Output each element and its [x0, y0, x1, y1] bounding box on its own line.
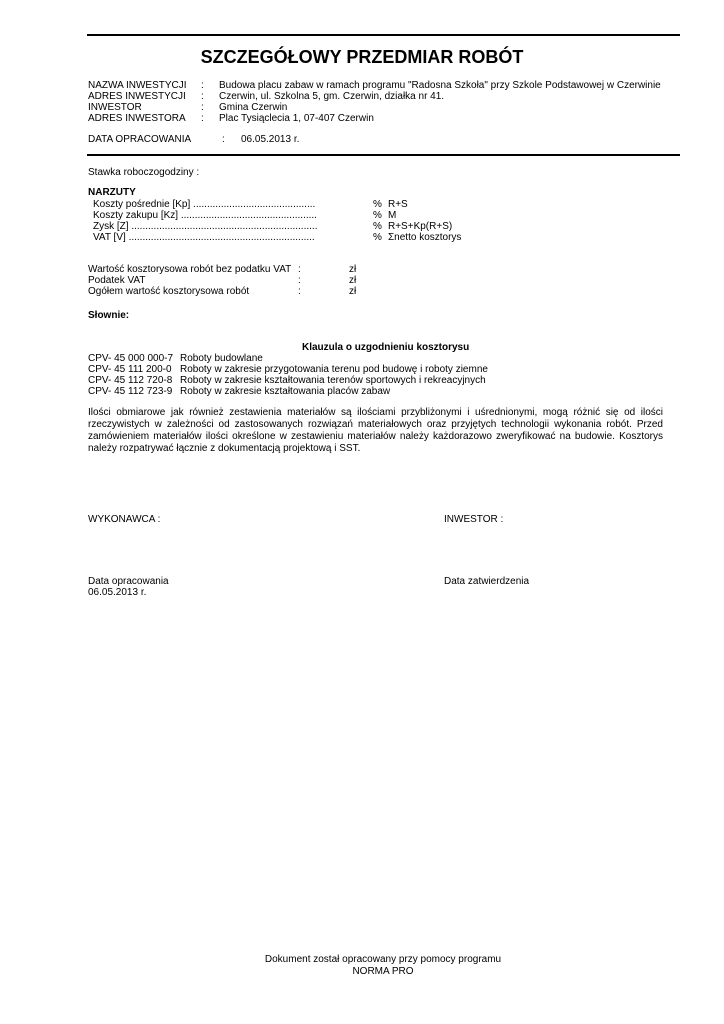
narzut-base: M — [388, 210, 397, 221]
cpv-desc: Roboty w zakresie przygotowania terenu pod budowę i roboty ziemne — [180, 364, 488, 375]
narzut-label: Koszty pośrednie [Kp] ............................................ — [93, 199, 316, 210]
header-label-investor: INWESTOR — [88, 102, 142, 113]
date-label: DATA OPRACOWANIA — [88, 134, 192, 145]
value-label: Ogółem wartość kosztorysowa robót — [88, 286, 250, 297]
footer-line-2: NORMA PRO — [352, 966, 414, 977]
contractor-label: WYKONAWCA : — [88, 514, 161, 525]
header-sep-address: : — [201, 91, 204, 102]
narzut-pct: % — [373, 210, 382, 221]
value-sep: : — [298, 286, 301, 297]
footer-line-1: Dokument został opracowany przy pomocy programu — [264, 954, 502, 965]
value-label: Wartość kosztorysowa robót bez podatku VAT — [88, 264, 292, 275]
document-title: SZCZEGÓŁOWY PRZEDMIAR ROBÓT — [200, 47, 524, 67]
narzut-base: Σnetto kosztorys — [388, 232, 462, 243]
cpv-desc: Roboty w zakresie kształtowania terenów sportowych i rekreacyjnych — [180, 375, 486, 386]
prep-date-value: 06.05.2013 r. — [88, 587, 147, 598]
narzuty-heading: NARZUTY — [88, 187, 136, 198]
narzut-label: Koszty zakupu [Kz] ................................................. — [93, 210, 317, 221]
date-value: 06.05.2013 r. — [241, 134, 300, 145]
prep-date-label: Data opracowania — [88, 576, 169, 587]
header-sep-project: : — [201, 80, 204, 91]
narzut-base: R+S — [388, 199, 408, 210]
top-rule — [87, 34, 680, 36]
clause-heading: Klauzula o uzgodnieniu kosztorysu — [302, 342, 470, 353]
approval-date-label: Data zatwierdzenia — [444, 576, 530, 587]
cpv-code: CPV- 45 112 723-9 — [88, 386, 173, 397]
narzut-pct: % — [373, 221, 382, 232]
clause-paragraph: Ilości obmiarowe jak również zestawienia materiałów są ilościami przybliżonymi i uśrednionymi, mogą różnić się od ilości rzeczywistych w zależności od zastosowanych rozwiązań materiałowych oraz przyjętych technologii wykonania robót. Przed zamówieniem materiałów ilości określone w zestawieniu materiałów należy każdorazowo zweryfikować na budowie. Kosztorys należy rozpatrywać łącznie z dokumentacją projektową i SST. — [88, 407, 663, 454]
value-label: Podatek VAT — [88, 275, 146, 286]
value-unit: zł — [349, 286, 357, 297]
header-label-investor-address: ADRES INWESTORA — [88, 113, 186, 124]
cpv-desc: Roboty budowlane — [180, 353, 263, 364]
header-value-address: Czerwin, ul. Szkolna 5, gm. Czerwin, działka nr 41. — [219, 91, 445, 102]
investor-label: INWESTOR : — [444, 514, 504, 525]
slownie-label: Słownie: — [88, 310, 130, 321]
value-sep: : — [298, 275, 301, 286]
footer — [0, 954, 724, 978]
narzut-label: VAT [V] ................................................................... — [93, 232, 315, 243]
narzut-base: R+S+Kp(R+S) — [388, 221, 453, 232]
header-sep-investor-address: : — [201, 113, 204, 124]
header-rule — [87, 154, 680, 156]
header-label-project: NAZWA INWESTYCJI — [88, 80, 187, 91]
cpv-code: CPV- 45 111 200-0 — [88, 364, 172, 375]
header-value-investor-address: Plac Tysiąclecia 1, 07-407 Czerwin — [219, 113, 374, 124]
narzut-label: Zysk [Z] ................................................................... — [93, 221, 318, 232]
value-sep: : — [298, 264, 301, 275]
date-sep: : — [222, 134, 225, 145]
cpv-code: CPV- 45 112 720-8 — [88, 375, 173, 386]
header-value-project: Budowa placu zabaw w ramach programu "Radosna Szkoła" przy Szkole Podstawowej w Czerwinie — [219, 80, 661, 91]
cpv-desc: Roboty w zakresie kształtowania placów zabaw — [180, 386, 391, 397]
value-unit: zł — [349, 264, 357, 275]
labor-rate: Stawka roboczogodziny : — [88, 167, 200, 178]
header-value-investor: Gmina Czerwin — [219, 102, 288, 113]
value-unit: zł — [349, 275, 357, 286]
header-label-address: ADRES INWESTYCJI — [88, 91, 186, 102]
narzut-pct: % — [373, 199, 382, 210]
narzut-pct: % — [373, 232, 382, 243]
cpv-code: CPV- 45 000 000-7 — [88, 353, 174, 364]
header-sep-investor: : — [201, 102, 204, 113]
